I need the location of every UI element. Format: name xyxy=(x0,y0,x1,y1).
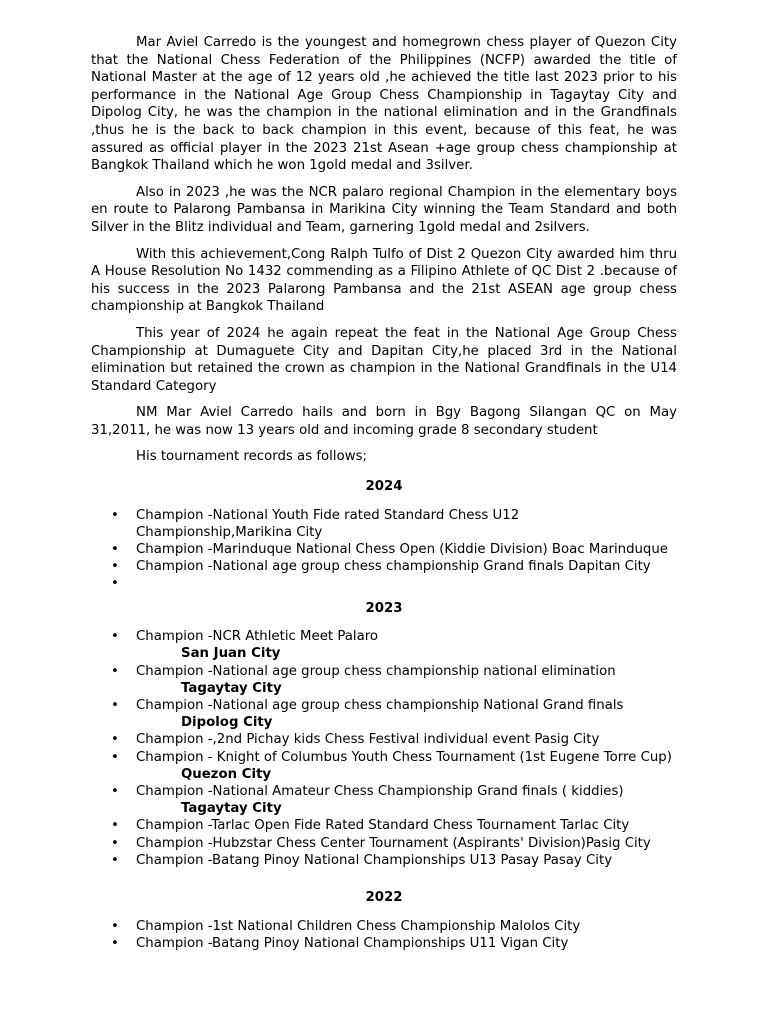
list-item-text: Champion -Tarlac Open Fide Rated Standard Chess Tournament Tarlac City xyxy=(136,818,630,834)
list-item-text: Champion -NCR Athletic Meet Palaro xyxy=(136,629,379,645)
list-item xyxy=(91,628,677,662)
list-item xyxy=(91,541,677,558)
bio-paragraph-3: With this achievement,Cong Ralph Tulfo of Dist 2 Quezon City awarded him thru A House Resolution No 1432 commending as a Filipino Athlete of QC Dist 2 .because of his success in the 2023 Palarong Pambansa and the 21st ASEAN age group chess championship at Bangkok Thailand xyxy=(91,246,677,315)
bio-paragraph-2: Also in 2023 ,he was the NCR palaro regional Champion in the elementary boys en route to Palarong Pambansa in Marikina City winning the Team Standard and both Silver in the Blitz individual and Team, garnering 1gold medal and 2silvers. xyxy=(91,184,677,235)
bullet-icon: • xyxy=(111,629,119,645)
bullet-icon: • xyxy=(111,749,119,765)
bullet-icon: • xyxy=(111,784,119,800)
bullet-icon: • xyxy=(111,935,119,951)
list-item-location: Tagaytay City xyxy=(181,801,282,817)
list-item xyxy=(91,918,677,935)
bio-paragraph-4: This year of 2024 he again repeat the feat in the National Age Group Chess Championship at Dumaguete City and Dapitan City,he placed 3rd in the National elimination but retained the crown as champion in the National Grandfinals in the U14 Standard Category xyxy=(91,325,677,394)
bullet-icon: • xyxy=(111,698,119,714)
records-intro: His tournament records as follows; xyxy=(136,449,367,465)
list-item xyxy=(91,558,677,575)
list-item-text: Champion -National age group chess championship National Grand finals xyxy=(136,698,624,714)
bullet-icon: • xyxy=(111,576,119,592)
list-item xyxy=(91,697,677,731)
records-list-2023 xyxy=(91,628,677,869)
list-item xyxy=(91,507,677,541)
bullet-icon: • xyxy=(111,818,119,834)
bullet-icon: • xyxy=(111,559,119,575)
list-item-location: Tagaytay City xyxy=(181,680,282,696)
section-heading-2022: 2022 xyxy=(365,890,403,906)
list-item xyxy=(91,783,677,817)
list-item xyxy=(91,835,677,852)
bullet-icon: • xyxy=(111,542,119,558)
list-item-text: Champion -,2nd Pichay kids Chess Festival individual event Pasig City xyxy=(136,732,600,748)
section-heading-2024: 2024 xyxy=(365,479,403,495)
list-item-text: Champion -Marinduque National Chess Open (Kiddie Division) Boac Marinduque xyxy=(136,542,668,558)
bullet-icon: • xyxy=(111,835,119,851)
list-item-text: Champion -Batang Pinoy National Championships U11 Vigan City xyxy=(136,935,569,951)
bullet-icon: • xyxy=(111,852,119,868)
list-item-text: Champion -National age group chess championship national elimination xyxy=(136,663,616,679)
bio-paragraph-1: Mar Aviel Carredo is the youngest and homegrown chess player of Quezon City that the National Chess Federation of the Philippines (NCFP) awarded the title of National Master at the age of 12 years old ,he achieved the title last 2023 prior to his performance in the National Age Group Chess Championship in Tagaytay City and Dipolog City, he was the champion in the national elimination and in the Grandfinals ,thus he is the back to back champion in this event, because of this feat, he was assured as official player in the 2023 21st Asean +age group chess championship at Bangkok Thailand which he won 1gold medal and 3silver. xyxy=(91,35,677,174)
document-page xyxy=(91,34,677,952)
bullet-icon: • xyxy=(111,732,119,748)
records-list-2024 xyxy=(91,507,677,593)
list-item-text: Champion -National Amateur Chess Championship Grand finals ( kiddies) xyxy=(136,784,624,800)
list-item xyxy=(91,817,677,834)
bullet-icon: • xyxy=(111,507,119,523)
list-item-text: Champion -National age group chess championship Grand finals Dapitan City xyxy=(136,559,651,575)
list-item-text: Champion -Batang Pinoy National Championships U13 Pasay Pasay City xyxy=(136,852,613,868)
list-item-text: Champion - Knight of Columbus Youth Chess Tournament (1st Eugene Torre Cup) xyxy=(136,749,672,765)
bullet-icon: • xyxy=(111,918,119,934)
list-item-text: Champion -National Youth Fide rated Standard Chess U12 Championship,Marikina City xyxy=(136,507,520,540)
list-item xyxy=(91,575,677,592)
list-item xyxy=(91,749,677,783)
list-item-location: Dipolog City xyxy=(181,715,273,731)
list-item-text: Champion -Hubzstar Chess Center Tournament (Aspirants' Division)Pasig City xyxy=(136,835,651,851)
bullet-icon: • xyxy=(111,663,119,679)
records-list-2022 xyxy=(91,918,677,952)
list-item-text: Champion -1st National Children Chess Championship Malolos City xyxy=(136,918,581,934)
list-item-location: Quezon City xyxy=(181,766,272,782)
section-heading-2023: 2023 xyxy=(365,600,403,616)
list-item xyxy=(91,663,677,697)
list-item-location: San Juan City xyxy=(181,646,281,662)
list-item xyxy=(91,935,677,952)
list-item xyxy=(91,731,677,748)
bio-paragraph-5: NM Mar Aviel Carredo hails and born in Bgy Bagong Silangan QC on May 31,2011, he was now 13 years old and incoming grade 8 secondary student xyxy=(91,405,677,438)
list-item xyxy=(91,852,677,869)
